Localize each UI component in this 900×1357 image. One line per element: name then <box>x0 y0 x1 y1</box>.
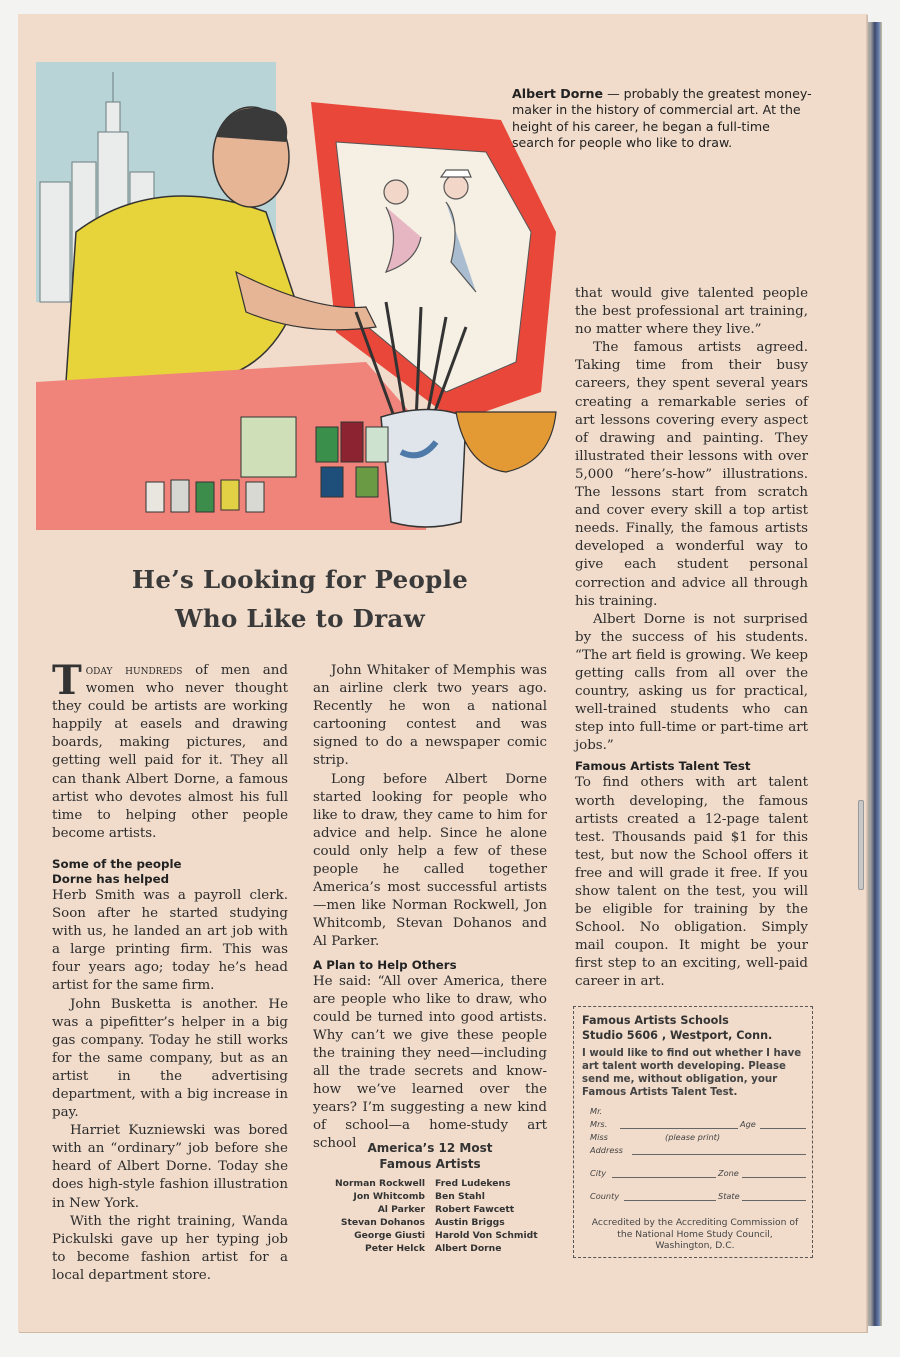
paragraph-john-whitaker: John Whitaker of Memphis was an airline clerk two years ago. Recently he won a national cartooning contest and was signed to do a newspaper comic strip. <box>313 663 547 769</box>
staple <box>858 800 864 890</box>
subhead-plan: A Plan to Help Others <box>313 957 457 972</box>
county-line[interactable] <box>624 1200 716 1201</box>
zone-line[interactable] <box>742 1177 806 1178</box>
subhead-people-helped-2: Dorne has helped <box>52 871 170 886</box>
city-line[interactable] <box>612 1177 716 1178</box>
paragraph-talent-test: To find others with art talent worth developing, the famous artists created a 12-page talent test. Thousands paid $1 for this test, but now the School offers it free and will grade it free. If you show talent on the test, you will be eligible for training by the School. No obligation. Simply mail coupon. It might be your first step to an exciting, well-paid career in art. <box>575 775 808 990</box>
artist-name: Norman Rockwell <box>334 1178 425 1189</box>
label-mr: Mr. <box>590 1106 603 1116</box>
intro-text: of men and women who never thought they could be artists are working happily at easels and drawing boards, making pictures, and getting well paid for it. They all can thank Albert Dorne, a famous artist who devotes almost his full time to helping other people become artists. <box>52 663 288 841</box>
field-miss <box>590 1131 804 1144</box>
artist-name: Peter Helck <box>365 1243 425 1254</box>
paragraph-long-before: Long before Albert Dorne started looking for people who like to draw, they came to him for advice and help. Since he alone could only help a few of these people he called together America’s most successful artists —men like Norman Rockwell, Jon Whitcomb, Stevan Dohanos and Al Parker. <box>313 771 547 950</box>
column-3 <box>575 285 808 992</box>
artist-name: Fred Ludekens <box>435 1178 511 1189</box>
artists-title-line2: Famous Artists <box>379 1157 481 1171</box>
headline-line2: Who Like to Draw <box>175 604 425 633</box>
drawing-paper <box>336 142 531 392</box>
mail-coupon[interactable] <box>573 1006 813 1258</box>
coupon-accreditation: Accredited by the Accrediting Commission of the National Home Study Council, Washington, D.C. <box>591 1217 799 1251</box>
paragraph-harriet: Harriet Kuzniewski was bored with an “ordinary” job before she heard of Albert Dorne. Today she does high-style fashion illustration in New York. <box>52 1123 288 1211</box>
paragraph-continued: that would give talented people the best professional art training, no matter where they live.” <box>575 286 808 338</box>
label-zone: Zone <box>718 1168 739 1178</box>
caption-name: Albert Dorne <box>512 86 604 101</box>
famous-artists-box <box>306 1140 554 1255</box>
name-line[interactable] <box>620 1128 738 1129</box>
headline-line1: He’s Looking for People <box>131 565 469 594</box>
bowl <box>456 412 556 472</box>
artist-illustration <box>36 62 566 530</box>
label-please-print: (please print) <box>665 1132 721 1142</box>
intro-paragraph <box>52 657 288 843</box>
label-address: Address <box>590 1145 623 1155</box>
label-age: Age <box>740 1119 756 1129</box>
paragraph-herb-smith: Herb Smith was a payroll clerk. Soon after he started studying with us, he landed an art job with a large printing firm. This was four years ago; today he’s head artist for the same firm. <box>52 887 288 994</box>
artist-name: Jon Whitcomb <box>353 1191 425 1202</box>
dropcap: T <box>52 657 82 704</box>
column-1 <box>52 657 288 1285</box>
artist-name: Harold Von Schmidt <box>435 1230 538 1241</box>
artist-name: Austin Briggs <box>435 1217 505 1228</box>
field-name-row[interactable] <box>590 1118 804 1131</box>
field-address[interactable] <box>590 1144 804 1157</box>
artist-name: Al Parker <box>377 1204 425 1215</box>
artist-name: Robert Fawcett <box>435 1204 515 1215</box>
address-line[interactable] <box>632 1154 806 1155</box>
subhead-people-helped-1: Some of the people <box>52 856 182 871</box>
label-state: State <box>718 1191 740 1201</box>
artist-name: Albert Dorne <box>435 1243 502 1254</box>
paragraph-artists-agreed: The famous artists agreed. Taking time from their busy careers, they spent several years creating a remarkable series of art lessons covering every aspect of drawing and painting. They illustrated their lessons with over 5,000 “here’s-how” illustrations. The lessons start from scratch and cover every skill a top artist needs. Finally, the famous artists developed a wonderful way to give each student personal correction and advice all through his training. <box>575 340 808 609</box>
field-mr <box>590 1105 804 1118</box>
column-2 <box>313 662 547 1153</box>
artist-name: George Giusti <box>354 1230 425 1241</box>
illustration-caption <box>512 86 812 151</box>
paragraph-not-surprised: Albert Dorne is not surprised by the success of his students. “The art field is growing. We keep getting calls from all over the country, asking us for practical, well-trained students who can step into full-time or part-time art jobs.” <box>575 611 808 754</box>
field-county[interactable] <box>590 1190 804 1203</box>
coupon-request: I would like to find out whether I have art talent worth developing. Please send me, without obligation, your Famous Artists Talent Test. <box>582 1048 802 1098</box>
label-miss: Miss <box>590 1132 608 1142</box>
label-city: City <box>590 1168 607 1178</box>
subhead-talent-test: Famous Artists Talent Test <box>575 759 751 774</box>
label-mrs: Mrs. <box>590 1119 608 1129</box>
age-line[interactable] <box>760 1128 806 1129</box>
field-city[interactable] <box>590 1167 804 1180</box>
intro-smallcaps: oday hundreds <box>85 663 183 678</box>
paragraph-john-busketta: John Busketta is another. He was a pipefitter’s helper in a big gas company. Today he still works for the same company, but as an artist in the advertising department, with a big increase in pay. <box>52 996 288 1121</box>
artist-name: Ben Stahl <box>435 1191 485 1202</box>
artists-list <box>306 1177 554 1255</box>
artist-name: Stevan Dohanos <box>340 1217 425 1228</box>
ad-headline <box>60 560 540 638</box>
caption-text: — probably the greatest money-maker in the history of commercial art. At the height of his career, he began a full-time search for people who like to draw. <box>512 86 812 150</box>
artists-title <box>306 1140 554 1172</box>
paragraph-he-said: He said: “All over America, there are people who like to draw, who could be turned into good artists. Why can’t we give these people the training they need—including all the trade secrets and know-how we’ve learned over the years? I’m suggesting a new kind of school—a home-study art school <box>313 973 547 1152</box>
coupon-studio: Studio 5606 , Westport, Conn. <box>582 1029 773 1042</box>
state-line[interactable] <box>742 1200 806 1201</box>
coupon-school: Famous Artists Schools <box>582 1014 729 1027</box>
paragraph-wanda: With the right training, Wanda Pickulski gave up her typing job to become fashion artist for a local department store. <box>52 1213 288 1283</box>
artists-title-line1: America’s 12 Most <box>367 1141 493 1155</box>
label-county: County <box>590 1191 620 1201</box>
paint-tubes <box>146 480 264 512</box>
comic-spine <box>866 22 882 1326</box>
